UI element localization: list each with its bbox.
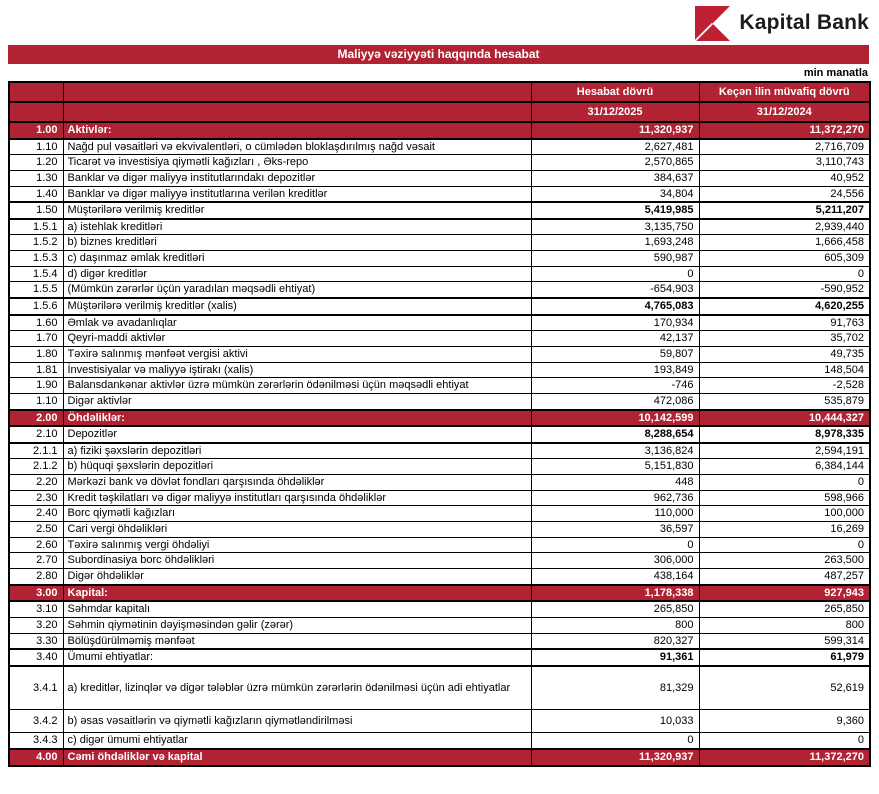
row-num: 2.10 xyxy=(9,426,63,443)
row-num: 2.30 xyxy=(9,490,63,506)
row-label: Balansdankənar aktivlər üzrə mümkün zərərlərin ödənilməsi üçün məqsədli ehtiyat xyxy=(63,378,531,394)
row-num: 1.5.5 xyxy=(9,282,63,298)
row-value-previous: 2,939,440 xyxy=(699,219,870,235)
row-value-previous: 100,000 xyxy=(699,506,870,522)
row-value-previous: 6,384,144 xyxy=(699,459,870,475)
financial-statement-table xyxy=(8,81,871,767)
header-empty-num2 xyxy=(9,102,63,122)
row-value-previous: 61,979 xyxy=(699,649,870,666)
row-num: 1.10 xyxy=(9,393,63,409)
row-value-current: 193,849 xyxy=(531,362,699,378)
row-num: 1.80 xyxy=(9,346,63,362)
row-num: 2.80 xyxy=(9,568,63,584)
row-num: 2.1.1 xyxy=(9,443,63,459)
row-label: Mərkəzi bank və dövlət fondları qarşısında öhdəliklər xyxy=(63,475,531,491)
row-value-previous: 0 xyxy=(699,733,870,749)
row-num: 1.50 xyxy=(9,202,63,219)
row-label: b) biznes kreditləri xyxy=(63,235,531,251)
table-row xyxy=(9,585,870,602)
row-num: 1.5.6 xyxy=(9,298,63,315)
row-label: Nağd pul vəsaitləri və ekvivalentləri, o cümlədən bloklaşdırılmış nağd vəsait xyxy=(63,139,531,155)
table-row xyxy=(9,298,870,315)
row-num: 3.30 xyxy=(9,633,63,649)
row-num: 1.60 xyxy=(9,315,63,331)
row-value-previous: 8,978,335 xyxy=(699,426,870,443)
row-num: 3.4.2 xyxy=(9,710,63,733)
row-label: c) digər ümumi ehtiyatlar xyxy=(63,733,531,749)
row-label: Digər aktivlər xyxy=(63,393,531,409)
row-label: Müştərilərə verilmiş kreditlər xyxy=(63,202,531,219)
row-label: b) hüquqi şəxslərin depozitləri xyxy=(63,459,531,475)
row-value-current: 448 xyxy=(531,475,699,491)
row-label: Banklar və digər maliyyə institutlarındakı depozitlər xyxy=(63,170,531,186)
row-num: 3.4.3 xyxy=(9,733,63,749)
row-value-current: 8,288,654 xyxy=(531,426,699,443)
row-value-current: 384,637 xyxy=(531,170,699,186)
row-value-previous: 4,620,255 xyxy=(699,298,870,315)
row-value-current: 265,850 xyxy=(531,601,699,617)
row-num: 3.20 xyxy=(9,617,63,633)
table-row xyxy=(9,282,870,298)
row-value-previous: 11,372,270 xyxy=(699,749,870,766)
row-label: Öhdəliklər: xyxy=(63,410,531,427)
row-label: Səhmin qiymətinin dəyişməsindən gəlir (zərər) xyxy=(63,617,531,633)
row-label: Qeyri-maddi aktivlər xyxy=(63,331,531,347)
header-current-period: Hesabat dövrü xyxy=(531,82,699,102)
row-value-current: 0 xyxy=(531,733,699,749)
row-value-previous: 605,309 xyxy=(699,251,870,267)
table-row xyxy=(9,251,870,267)
row-value-previous: 148,504 xyxy=(699,362,870,378)
row-value-current: 2,570,865 xyxy=(531,155,699,171)
table-header-row-dates xyxy=(9,102,870,122)
row-value-current: 10,142,599 xyxy=(531,410,699,427)
row-label: Səhmdar kapitalı xyxy=(63,601,531,617)
row-label: Kapital: xyxy=(63,585,531,602)
row-label: Təxirə salınmış mənfəət vergisi aktivi xyxy=(63,346,531,362)
row-value-current: 36,597 xyxy=(531,522,699,538)
table-row xyxy=(9,393,870,409)
row-value-previous: 2,716,709 xyxy=(699,139,870,155)
row-num: 2.1.2 xyxy=(9,459,63,475)
row-value-current: 1,693,248 xyxy=(531,235,699,251)
row-num: 1.10 xyxy=(9,139,63,155)
row-num: 1.70 xyxy=(9,331,63,347)
table-row xyxy=(9,459,870,475)
row-value-previous: -590,952 xyxy=(699,282,870,298)
table-row xyxy=(9,170,870,186)
row-num: 1.5.3 xyxy=(9,251,63,267)
row-num: 2.00 xyxy=(9,410,63,427)
row-value-current: 11,320,937 xyxy=(531,749,699,766)
table-row xyxy=(9,378,870,394)
row-value-previous: 487,257 xyxy=(699,568,870,584)
row-label: a) kreditlər, lizinqlər və digər tələblər üzrə mümkün zərərlərin ödənilməsi üçün adi ehtiyatlar xyxy=(63,666,531,710)
table-row xyxy=(9,522,870,538)
row-num: 1.00 xyxy=(9,122,63,139)
header-current-date: 31/12/2025 xyxy=(531,102,699,122)
row-value-current: 10,033 xyxy=(531,710,699,733)
row-value-current: 0 xyxy=(531,537,699,553)
row-label: İnvestisiyalar və maliyyə iştirakı (xalis) xyxy=(63,362,531,378)
row-label: Ümumi ehtiyatlar: xyxy=(63,649,531,666)
table-row xyxy=(9,568,870,584)
row-value-previous: 2,594,191 xyxy=(699,443,870,459)
row-label: Əmlak və avadanlıqlar xyxy=(63,315,531,331)
row-value-previous: 800 xyxy=(699,617,870,633)
row-value-current: 11,320,937 xyxy=(531,122,699,139)
row-value-previous: 35,702 xyxy=(699,331,870,347)
row-num: 2.70 xyxy=(9,553,63,569)
table-row xyxy=(9,649,870,666)
row-value-current: 590,987 xyxy=(531,251,699,267)
row-value-current: 5,151,830 xyxy=(531,459,699,475)
row-label: b) əsas vəsaitlərin və qiymətli kağızların qiymətləndirilməsi xyxy=(63,710,531,733)
row-label: a) fiziki şəxslərin depozitləri xyxy=(63,443,531,459)
table-row xyxy=(9,617,870,633)
row-value-current: 962,736 xyxy=(531,490,699,506)
table-row xyxy=(9,475,870,491)
row-num: 3.10 xyxy=(9,601,63,617)
row-value-previous: 52,619 xyxy=(699,666,870,710)
row-value-current: 1,178,338 xyxy=(531,585,699,602)
row-value-current: 3,136,824 xyxy=(531,443,699,459)
row-value-previous: 49,735 xyxy=(699,346,870,362)
row-num: 2.50 xyxy=(9,522,63,538)
row-label: Banklar və digər maliyyə institutlarına verilən kreditlər xyxy=(63,186,531,202)
row-label: a) istehlak kreditləri xyxy=(63,219,531,235)
table-row xyxy=(9,202,870,219)
row-num: 1.40 xyxy=(9,186,63,202)
row-label: Müştərilərə verilmiş kreditlər (xalis) xyxy=(63,298,531,315)
row-num: 1.30 xyxy=(9,170,63,186)
row-value-current: 306,000 xyxy=(531,553,699,569)
table-row xyxy=(9,139,870,155)
row-num: 2.40 xyxy=(9,506,63,522)
row-value-current: 438,164 xyxy=(531,568,699,584)
row-value-current: 81,329 xyxy=(531,666,699,710)
row-value-current: 170,934 xyxy=(531,315,699,331)
table-row xyxy=(9,331,870,347)
brand-header xyxy=(8,4,869,42)
table-row xyxy=(9,443,870,459)
header-empty-num xyxy=(9,82,63,102)
row-value-previous: 263,500 xyxy=(699,553,870,569)
table-row xyxy=(9,537,870,553)
row-value-current: -654,903 xyxy=(531,282,699,298)
table-row xyxy=(9,490,870,506)
table-row xyxy=(9,266,870,282)
row-num: 1.90 xyxy=(9,378,63,394)
table-row xyxy=(9,633,870,649)
row-num: 1.20 xyxy=(9,155,63,171)
table-row xyxy=(9,749,870,766)
header-empty-label xyxy=(63,82,531,102)
row-num: 3.4.1 xyxy=(9,666,63,710)
row-value-current: 110,000 xyxy=(531,506,699,522)
row-label: Digər öhdəliklər xyxy=(63,568,531,584)
row-num: 3.40 xyxy=(9,649,63,666)
header-previous-period: Keçən ilin müvafiq dövrü xyxy=(699,82,870,102)
table-row xyxy=(9,733,870,749)
kapital-bank-logo-icon xyxy=(695,6,730,41)
table-header-row-labels xyxy=(9,82,870,102)
row-value-current: 472,086 xyxy=(531,393,699,409)
row-value-previous: 11,372,270 xyxy=(699,122,870,139)
brand-name: Kapital Bank xyxy=(739,11,869,34)
table-row xyxy=(9,186,870,202)
row-num: 1.5.2 xyxy=(9,235,63,251)
row-value-current: 820,327 xyxy=(531,633,699,649)
row-label: Kredit təşkilatları və digər maliyyə institutları qarşısında öhdəliklər xyxy=(63,490,531,506)
table-row xyxy=(9,666,870,710)
row-value-current: 0 xyxy=(531,266,699,282)
row-value-current: 42,137 xyxy=(531,331,699,347)
row-label: Borc qiymətli kağızları xyxy=(63,506,531,522)
row-num: 1.5.4 xyxy=(9,266,63,282)
report-table-body xyxy=(9,122,870,766)
row-value-previous: 91,763 xyxy=(699,315,870,331)
row-label: Cari vergi öhdəlikləri xyxy=(63,522,531,538)
table-row xyxy=(9,553,870,569)
row-num: 1.5.1 xyxy=(9,219,63,235)
row-label: Cəmi öhdəliklər və kapital xyxy=(63,749,531,766)
row-label: Subordinasiya borc öhdəlikləri xyxy=(63,553,531,569)
row-num: 4.00 xyxy=(9,749,63,766)
row-num: 1.81 xyxy=(9,362,63,378)
row-value-previous: 24,556 xyxy=(699,186,870,202)
row-label: d) digər kreditlər xyxy=(63,266,531,282)
row-num: 2.20 xyxy=(9,475,63,491)
row-value-current: 34,804 xyxy=(531,186,699,202)
row-value-current: 59,807 xyxy=(531,346,699,362)
row-value-current: 800 xyxy=(531,617,699,633)
table-row xyxy=(9,155,870,171)
row-value-previous: 16,269 xyxy=(699,522,870,538)
table-row xyxy=(9,219,870,235)
row-value-current: 5,419,985 xyxy=(531,202,699,219)
row-value-current: 91,361 xyxy=(531,649,699,666)
table-header xyxy=(9,82,870,122)
table-row xyxy=(9,601,870,617)
table-row xyxy=(9,410,870,427)
row-value-previous: 40,952 xyxy=(699,170,870,186)
unit-note: min manatla xyxy=(803,67,868,79)
row-num: 3.00 xyxy=(9,585,63,602)
row-value-previous: 599,314 xyxy=(699,633,870,649)
row-value-previous: 5,211,207 xyxy=(699,202,870,219)
table-row xyxy=(9,122,870,139)
row-value-previous: 0 xyxy=(699,537,870,553)
table-row xyxy=(9,710,870,733)
row-value-previous: 0 xyxy=(699,475,870,491)
row-label: Aktivlər: xyxy=(63,122,531,139)
header-empty-label2 xyxy=(63,102,531,122)
row-label: (Mümkün zərərlər üçün yaradılan məqsədli ehtiyat) xyxy=(63,282,531,298)
row-value-previous: 1,666,458 xyxy=(699,235,870,251)
table-row xyxy=(9,362,870,378)
row-value-previous: 3,110,743 xyxy=(699,155,870,171)
table-row xyxy=(9,426,870,443)
row-label: Təxirə salınmış vergi öhdəliyi xyxy=(63,537,531,553)
header-previous-date: 31/12/2024 xyxy=(699,102,870,122)
report-title: Maliyyə vəziyyəti haqqında hesabat xyxy=(337,47,540,61)
row-value-previous: 535,879 xyxy=(699,393,870,409)
row-value-previous: 598,966 xyxy=(699,490,870,506)
row-label: Bölüşdürülməmiş mənfəət xyxy=(63,633,531,649)
table-row xyxy=(9,506,870,522)
table-row xyxy=(9,235,870,251)
row-label: Depozitlər xyxy=(63,426,531,443)
row-value-previous: 927,943 xyxy=(699,585,870,602)
row-value-current: -746 xyxy=(531,378,699,394)
row-label: c) daşınmaz əmlak kreditləri xyxy=(63,251,531,267)
row-value-current: 2,627,481 xyxy=(531,139,699,155)
row-value-current: 3,135,750 xyxy=(531,219,699,235)
report-title-bar xyxy=(8,45,869,64)
table-row xyxy=(9,346,870,362)
row-label: Ticarət və investisiya qiymətli kağızları , Əks-repo xyxy=(63,155,531,171)
row-value-previous: -2,528 xyxy=(699,378,870,394)
row-value-previous: 9,360 xyxy=(699,710,870,733)
table-row xyxy=(9,315,870,331)
row-value-previous: 265,850 xyxy=(699,601,870,617)
row-value-previous: 10,444,327 xyxy=(699,410,870,427)
row-value-previous: 0 xyxy=(699,266,870,282)
row-num: 2.60 xyxy=(9,537,63,553)
row-value-current: 4,765,083 xyxy=(531,298,699,315)
